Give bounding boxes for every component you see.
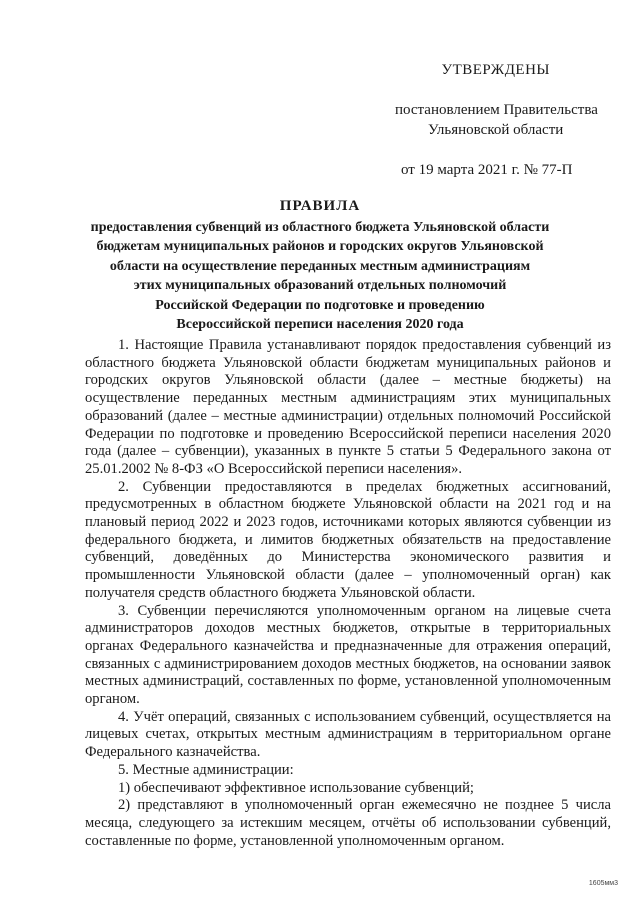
approval-heading: УТВЕРЖДЕНЫ (441, 62, 550, 78)
approval-date: от 19 марта 2021 г. № 77-П (401, 162, 573, 178)
paragraph-2: 2. Субвенции предоставляются в пределах бюджетных ассигнований, предусмотренных в областном бюджете Ульяновской области на 2021 год и на плановый период 2022 и 2023 годов, источниками которых являются субвенции из федерального бюджета, и лимитов бюджетных обязательств на предоставление субвенций, доведённых до Министерства экономического развития и промышленности Ульяновской области (далее – уполномоченный орган) как получателя средств областного бюджета Ульяновской области. (85, 478, 611, 601)
approval-stamp (395, 60, 615, 180)
title-main: ПРАВИЛА (279, 198, 361, 214)
title-subtitle-line: этих муниципальных образований отдельных полномочий (133, 278, 507, 293)
paragraph-4: 4. Учёт операций, связанных с использованием субвенций, осуществляется на лицевых счетах, открытых местным администрациям в территориальном органе Федерального казначейства. (85, 708, 611, 761)
title-subtitle-line: предоставления субвенций из областного бюджета Ульяновской области (90, 219, 550, 235)
approval-line-2: Ульяновской области (428, 122, 564, 138)
title-subtitle-line: Всероссийской переписи населения 2020 года (176, 317, 464, 332)
paragraph-5-item-1: 1) обеспечивают эффективное использование субвенций; (118, 779, 474, 796)
footer-code: 1605мм3 (588, 880, 618, 887)
paragraph-5-item-2: 2) представляют в уполномоченный орган ежемесячно не позднее 5 числа месяца, следующего за истекшим месяцем, отчёты об использовании субвенций, составленные по форме, установленной уполномоченным органом. (85, 797, 611, 849)
paragraph-1: 1. Настоящие Правила устанавливают порядок предоставления субвенций из областного бюджета Ульяновской области бюджетам муниципальных районов и городских округов Ульяновской области (далее – местные бюджеты) на осуществление переданных местным администрациям этих муниципальных образований (далее – местные администрации) отдельных полномочий Российской Федерации по подготовке и проведению Всероссийской переписи населения 2020 года (далее – субвенции), указанных в пункте 5 статьи 5 Федерального закона от 25.01.2002 № 8-ФЗ «О Всероссийской переписи населения». (85, 337, 611, 477)
title-subtitle-line: Российской Федерации по подготовке и проведению (155, 297, 485, 313)
approval-line-1: постановлением Правительства (395, 102, 598, 118)
title-subtitle-line: бюджетам муниципальных районов и городских округов Ульяновской (96, 239, 544, 254)
document-body (85, 337, 611, 850)
paragraph-5: 5. Местные администрации: (118, 761, 294, 778)
paragraph-3: 3. Субвенции перечисляются уполномоченным органом на лицевые счета администраторов доходов местных бюджетов, открытые в территориальных органах Федерального казначейства и предназначенные для отражения операций, связанных с администрированием доходов местных бюджетов, на основании заявок местных администраций, составленных по форме, установленной уполномоченным органом. (85, 602, 611, 708)
title-subtitle-line: области на осуществление переданных местным администрациям (109, 258, 531, 274)
document-title (80, 197, 560, 335)
